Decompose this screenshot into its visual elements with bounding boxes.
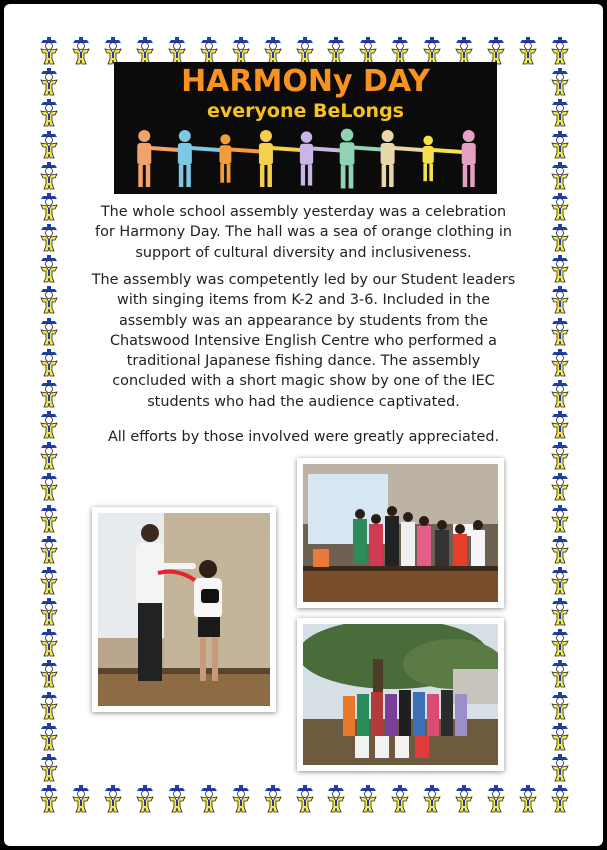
student-with-hat-icon bbox=[38, 380, 60, 408]
student-with-hat-icon bbox=[549, 349, 571, 377]
student-with-hat-icon bbox=[549, 629, 571, 657]
student-with-hat-icon bbox=[549, 193, 571, 221]
banner-title: HARMONy DAY bbox=[181, 64, 430, 99]
banner-figure bbox=[219, 134, 231, 182]
group-photo-outdoors bbox=[297, 618, 504, 771]
student-with-hat-icon bbox=[549, 162, 571, 190]
banner-figure bbox=[462, 130, 476, 187]
paragraph-line: support of cultural diversity and inclusiveness. bbox=[135, 244, 472, 261]
banner-figure bbox=[340, 129, 355, 189]
student-with-hat-icon bbox=[38, 629, 60, 657]
holding-hands-figures-icon bbox=[124, 126, 489, 192]
student-with-hat-icon bbox=[38, 598, 60, 626]
student-with-hat-icon bbox=[517, 37, 539, 65]
paragraph-line: All efforts by those involved were greatly appreciated. bbox=[107, 429, 500, 445]
student-with-hat-icon bbox=[549, 785, 571, 813]
student-with-hat-icon bbox=[38, 567, 60, 595]
banner-figure bbox=[137, 130, 151, 187]
student-with-hat-icon bbox=[38, 99, 60, 127]
student-with-hat-icon bbox=[38, 68, 60, 96]
student-with-hat-icon bbox=[549, 224, 571, 252]
student-with-hat-icon bbox=[38, 411, 60, 439]
student-with-hat-icon bbox=[421, 37, 443, 65]
student-with-hat-icon bbox=[517, 785, 539, 813]
student-with-hat-icon bbox=[549, 68, 571, 96]
student-with-hat-icon bbox=[38, 785, 60, 813]
student-with-hat-icon bbox=[38, 162, 60, 190]
student-with-hat-icon bbox=[230, 785, 252, 813]
student-with-hat-icon bbox=[549, 754, 571, 782]
student-with-hat-icon bbox=[38, 692, 60, 720]
student-with-hat-icon bbox=[166, 37, 188, 65]
student-with-hat-icon bbox=[38, 754, 60, 782]
student-with-hat-icon bbox=[38, 131, 60, 159]
banner-figure bbox=[423, 136, 434, 182]
student-with-hat-icon bbox=[325, 785, 347, 813]
student-with-hat-icon bbox=[294, 37, 316, 65]
student-with-hat-icon bbox=[549, 660, 571, 688]
student-with-hat-icon bbox=[198, 785, 220, 813]
student-with-hat-icon bbox=[549, 318, 571, 346]
student-with-hat-icon bbox=[198, 37, 220, 65]
student-with-hat-icon bbox=[549, 473, 571, 501]
student-with-hat-icon bbox=[389, 785, 411, 813]
student-with-hat-icon bbox=[262, 785, 284, 813]
student-with-hat-icon bbox=[38, 255, 60, 283]
student-with-hat-icon bbox=[421, 785, 443, 813]
stage-performance-photo bbox=[297, 458, 504, 608]
paragraph-line: assembly was an appearance by students from the bbox=[118, 312, 489, 329]
student-with-hat-icon bbox=[102, 785, 124, 813]
magic-show-photo bbox=[92, 507, 276, 712]
paragraph-assembly bbox=[76, 270, 531, 412]
banner-figure bbox=[300, 131, 313, 185]
student-with-hat-icon bbox=[549, 131, 571, 159]
student-with-hat-icon bbox=[38, 473, 60, 501]
paragraph-line: students who had the audience captivated. bbox=[147, 393, 460, 410]
student-with-hat-icon bbox=[549, 536, 571, 564]
student-with-hat-icon bbox=[38, 193, 60, 221]
paragraph-celebration bbox=[76, 202, 531, 263]
student-with-hat-icon bbox=[549, 99, 571, 127]
student-with-hat-icon bbox=[389, 37, 411, 65]
student-with-hat-icon bbox=[102, 37, 124, 65]
student-with-hat-icon bbox=[38, 723, 60, 751]
paragraph-line: for Harmony Day. The hall was a sea of orange clothing in bbox=[95, 224, 512, 241]
student-with-hat-icon bbox=[549, 505, 571, 533]
student-with-hat-icon bbox=[485, 785, 507, 813]
student-with-hat-icon bbox=[549, 411, 571, 439]
paragraph-line: with singing items from K-2 and 3-6. Included in the bbox=[117, 292, 490, 309]
student-with-hat-icon bbox=[166, 785, 188, 813]
paragraph-line: concluded with a short magic show by one of the IEC bbox=[112, 373, 495, 390]
student-with-hat-icon bbox=[453, 37, 475, 65]
paragraph-line: The whole school assembly yesterday was a celebration bbox=[100, 204, 507, 220]
student-with-hat-icon bbox=[294, 785, 316, 813]
student-with-hat-icon bbox=[38, 224, 60, 252]
student-with-hat-icon bbox=[549, 37, 571, 65]
student-with-hat-icon bbox=[38, 318, 60, 346]
student-with-hat-icon bbox=[549, 598, 571, 626]
student-with-hat-icon bbox=[230, 37, 252, 65]
student-with-hat-icon bbox=[70, 785, 92, 813]
student-with-hat-icon bbox=[134, 37, 156, 65]
student-with-hat-icon bbox=[38, 349, 60, 377]
student-with-hat-icon bbox=[549, 286, 571, 314]
paragraph-line: Chatswood Intensive English Centre who performed a bbox=[110, 332, 497, 349]
paragraph-line: traditional Japanese fishing dance. The assembly bbox=[126, 353, 481, 370]
student-with-hat-icon bbox=[357, 37, 379, 65]
student-with-hat-icon bbox=[38, 37, 60, 65]
banner-subtitle: everyone BeLongs bbox=[207, 100, 404, 122]
student-with-hat-icon bbox=[549, 692, 571, 720]
harmony-day-banner bbox=[114, 62, 497, 194]
student-with-hat-icon bbox=[549, 567, 571, 595]
banner-figure bbox=[259, 130, 273, 187]
student-with-hat-icon bbox=[549, 255, 571, 283]
student-with-hat-icon bbox=[38, 505, 60, 533]
newsletter-page bbox=[4, 4, 603, 846]
student-with-hat-icon bbox=[38, 660, 60, 688]
paragraph-appreciation bbox=[76, 427, 531, 447]
student-with-hat-icon bbox=[453, 785, 475, 813]
student-with-hat-icon bbox=[325, 37, 347, 65]
student-with-hat-icon bbox=[38, 536, 60, 564]
student-with-hat-icon bbox=[357, 785, 379, 813]
student-with-hat-icon bbox=[38, 442, 60, 470]
student-with-hat-icon bbox=[549, 723, 571, 751]
banner-figure bbox=[381, 130, 395, 187]
student-with-hat-icon bbox=[262, 37, 284, 65]
student-with-hat-icon bbox=[134, 785, 156, 813]
paragraph-line: The assembly was competently led by our Student leaders bbox=[91, 272, 516, 288]
student-with-hat-icon bbox=[485, 37, 507, 65]
student-with-hat-icon bbox=[549, 442, 571, 470]
banner-figure bbox=[178, 130, 192, 187]
student-with-hat-icon bbox=[70, 37, 92, 65]
student-with-hat-icon bbox=[549, 380, 571, 408]
student-with-hat-icon bbox=[38, 286, 60, 314]
